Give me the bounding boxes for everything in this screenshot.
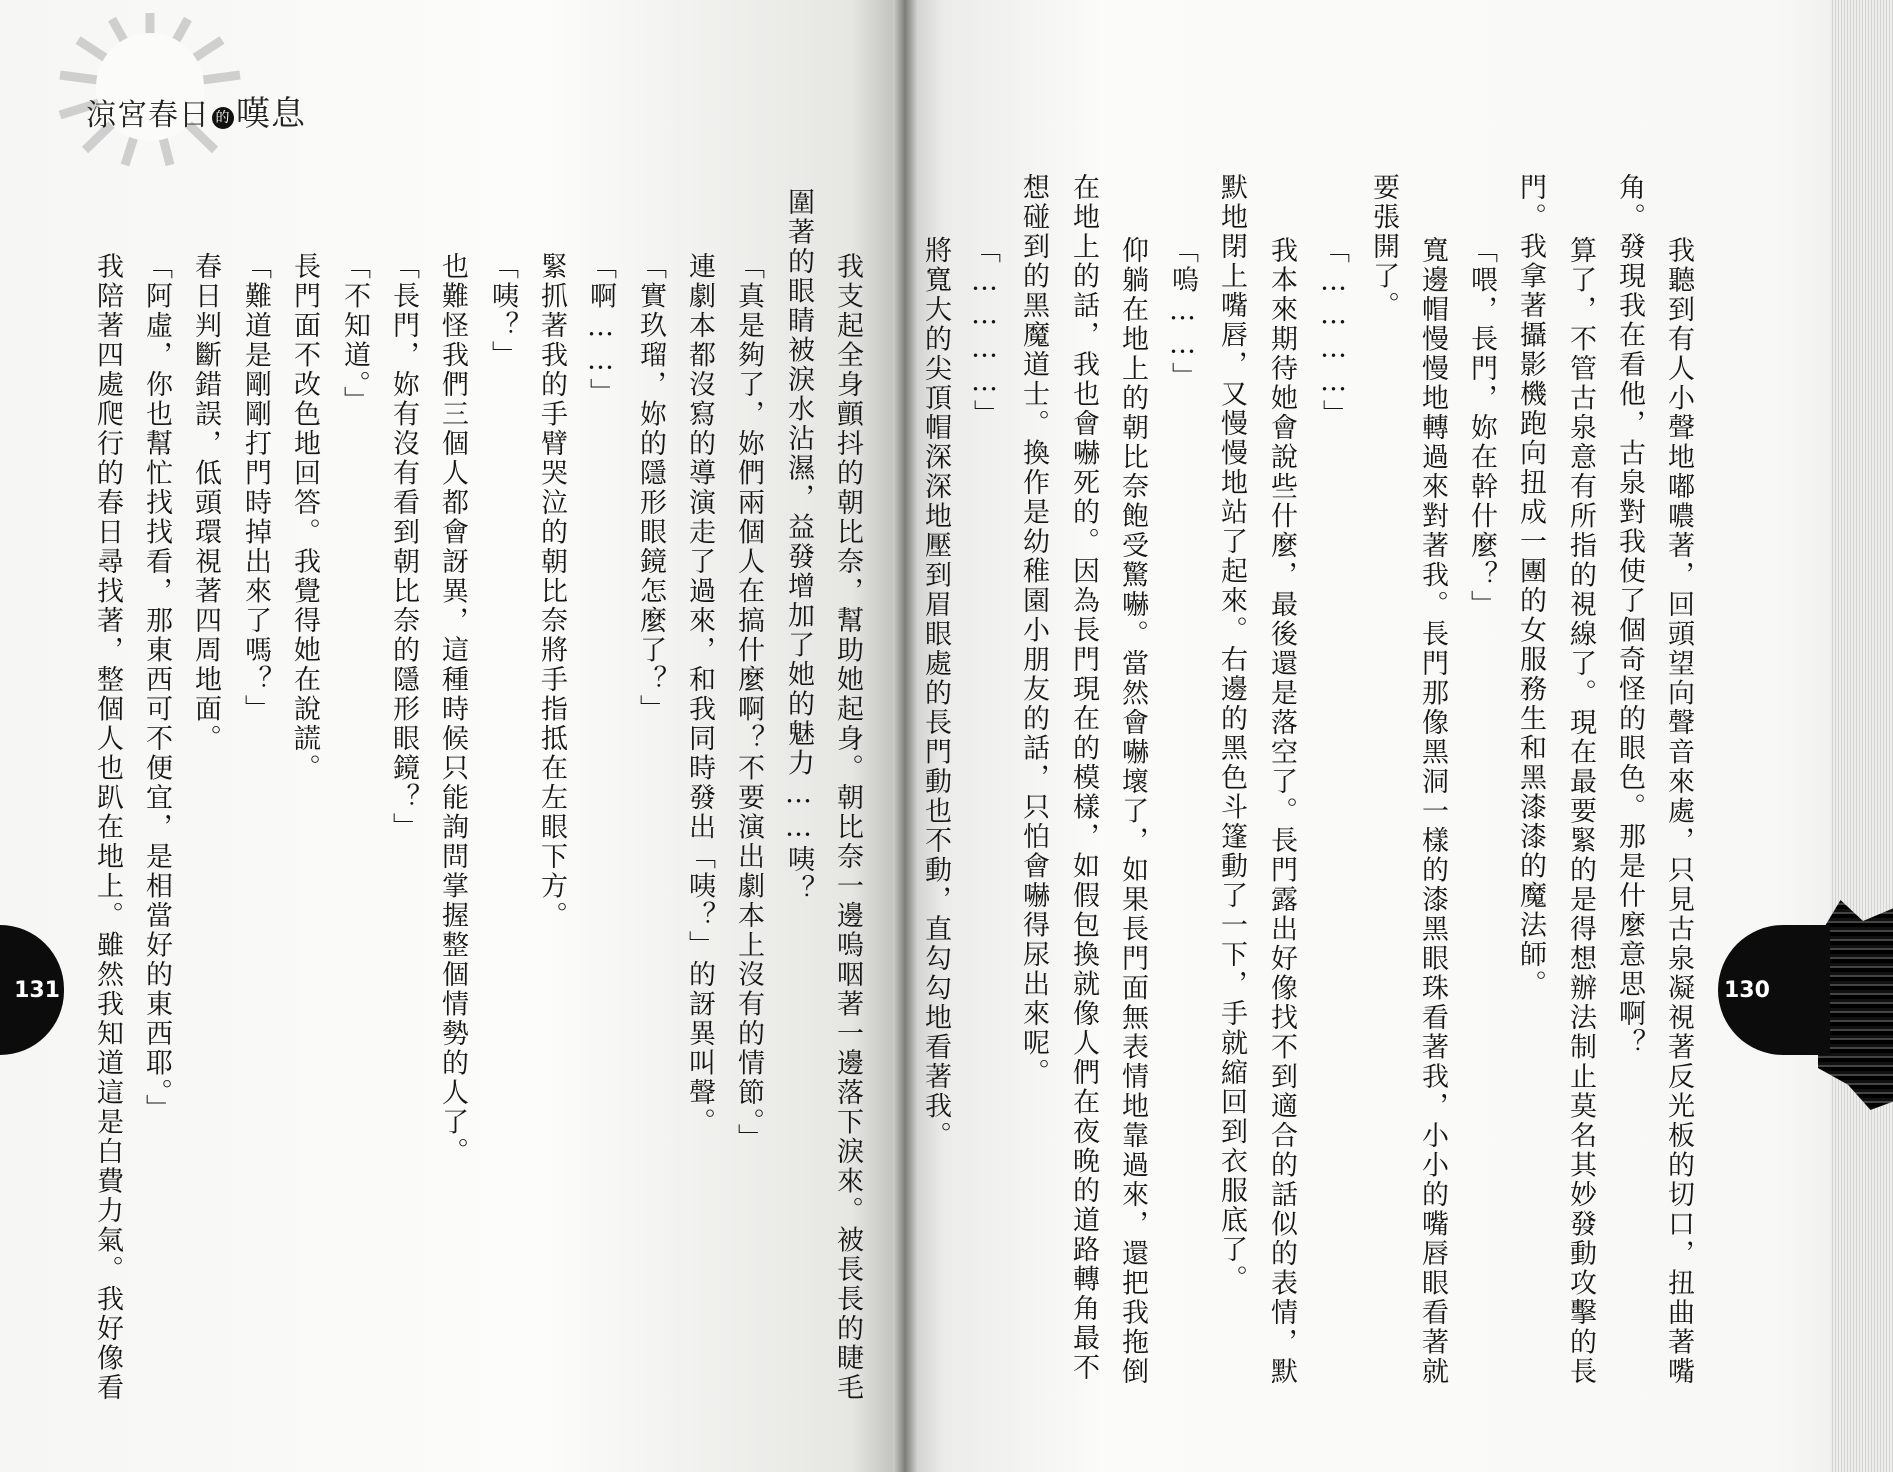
text-column: 角。發現我在看他，古泉對我使了個奇怪的眼色。那是什麼意思啊？ [1614,173,1645,1058]
text-column: 算了，不管古泉意有所指的視線了。現在最要緊的是得想辦法制止莫名其妙發動攻擊的長 [1565,236,1596,1387]
page-number-right: 130 [1718,925,1830,1055]
text-column: 連劇本都沒寫的導演走了過來，和我同時發出「咦？」的訝異叫聲。 [684,252,715,1137]
text-column: 「咦？」 [487,252,518,370]
text-column: 「…………」 [969,236,1000,429]
text-column: 我支起全身顫抖的朝比奈，幫助她起身。朝比奈一邊嗚咽著一邊落下淚來。被長長的睫毛 [832,252,863,1403]
text-column: 我陪著四處爬行的春日尋找著，整個人也趴在地上。雖然我知道這是白費力氣。我好像看 [92,252,123,1403]
text-column: 「嗚……」 [1167,236,1198,392]
text-column: 也難怪我們三個人都會訝異，這種時候只能詢問掌握整個情勢的人了。 [437,252,468,1167]
text-column: 「實玖瑠，妳的隱形眼鏡怎麼了？」 [635,252,666,724]
text-column: 門。我拿著攝影機跑向扭成一團的女服務生和黑漆漆的魔法師。 [1515,173,1546,999]
text-column: 在地上的話，我也會嚇死的。因為長門現在的模樣，如假包換就像人們在夜晚的道路轉角最不 [1068,173,1099,1383]
text-column: 寬邊帽慢慢地轉過來對著我。長門那像黑洞一樣的漆黑眼珠看著我，小小的嘴唇眼看著就 [1417,236,1448,1387]
text-column: 我聽到有人小聲地嘟噥著，回頭望向聲音來處，只見古泉凝視著反光板的切口，扭曲著嘴 [1663,236,1694,1387]
right-page [905,0,1893,1472]
text-column: 「…………」 [1318,236,1349,429]
book-title-part1: 涼宮春日 [86,98,210,133]
text-column: 「喂，長門，妳在幹什麼？」 [1466,236,1497,620]
text-column: 「啊……」 [585,252,616,408]
text-column: 默地閉上嘴唇，又慢慢地站了起來。右邊的黑色斗篷動了一下，手就縮回到衣服底了。 [1216,173,1247,1294]
page-number-left: 131 [0,925,64,1055]
text-column: 圍著的眼睛被淚水沾濕，益發增加了她的魅力……咦？ [783,188,814,904]
text-column: 將寬大的尖頂帽深深地壓到眉眼處的長門動也不動，直勾勾地看著我。 [920,236,951,1151]
text-column: 「難道是剛剛打門時掉出來了嗎？」 [240,252,271,724]
text-column: 要張開了。 [1368,173,1399,321]
book-gutter [893,0,917,1472]
book-title-part2: 嘆息 [236,94,306,134]
text-column: 「真是夠了，妳們兩個人在搞什麼啊？不要演出劇本上沒有的情節。」 [733,252,764,1153]
page-edges [1830,0,1893,1472]
text-column: 「不知道。」 [339,252,370,416]
book-title [86,86,306,135]
text-column: 春日判斷錯誤，低頭環視著四周地面。 [190,252,221,754]
text-column: 想碰到的黑魔道士。換作是幼稚園小朋友的話，只怕會嚇得尿出來呢。 [1018,173,1049,1088]
text-column: 仰躺在地上的朝比奈飽受驚嚇。當然會嚇壞了，如果長門面無表情地靠過來，還把我拖倒 [1117,236,1148,1387]
text-column: 緊抓著我的手臂哭泣的朝比奈將手指抵在左眼下方。 [536,252,567,931]
text-column: 「阿虛，你也幫忙找找看，那東西可不便宜，是相當好的東西耶。」 [141,252,172,1124]
text-column: 長門面不改色地回答。我覺得她在說謊。 [289,252,320,783]
text-column: 我本來期待她會說些什麼，最後還是落空了。長門露出好像找不到適合的話似的表情，默 [1266,236,1297,1387]
text-column: 「長門，妳有沒有看到朝比奈的隱形眼鏡？」 [388,252,419,842]
book-title-particle: 的 [212,107,234,129]
